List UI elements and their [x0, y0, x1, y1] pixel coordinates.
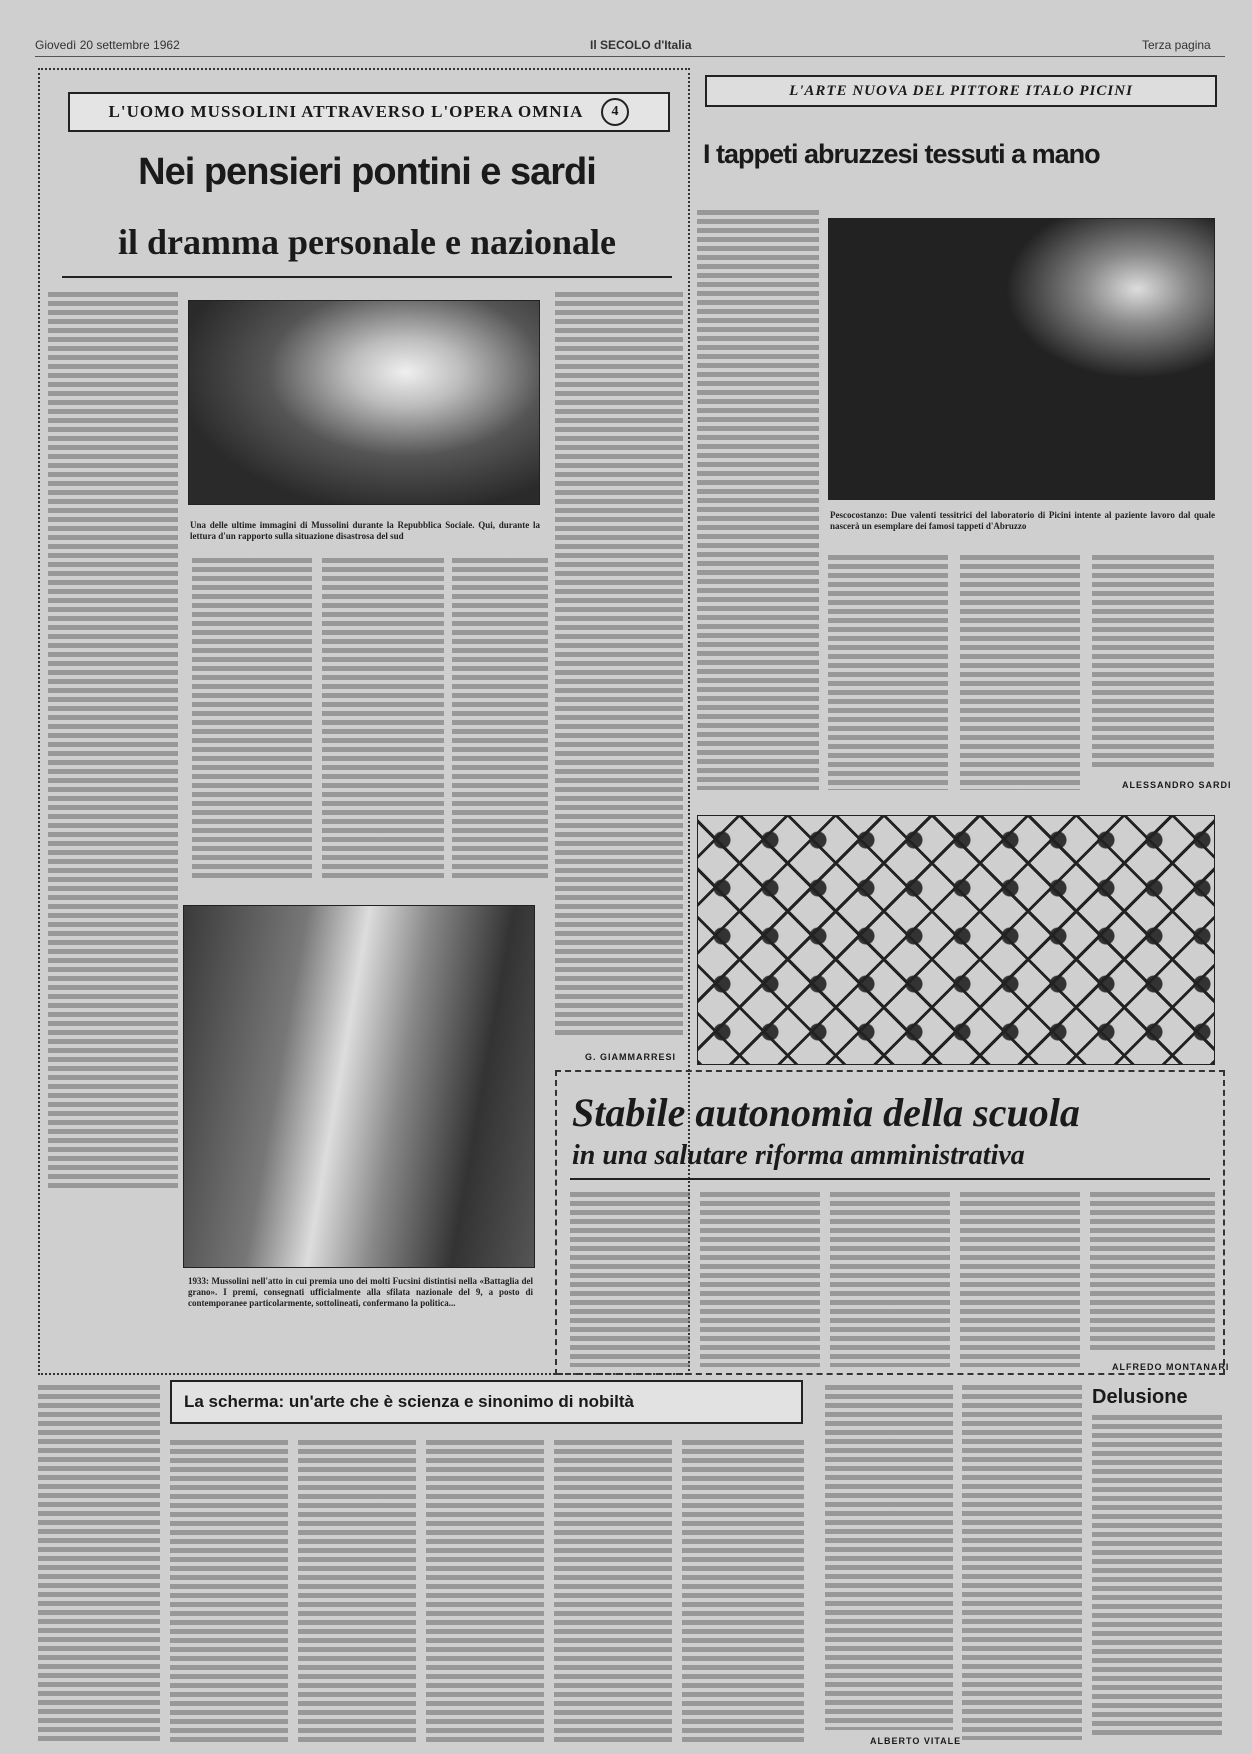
photo-caption: 1933: Mussolini nell'atto in cui premia uno dei molti Fucsini distintisi nella «Battaglia del grano». I premi, consegnati ufficialmente alla sfilata nazionale del 9, a posto di contemporanee particolarmente, sottolineati, confermano la politica...	[188, 1276, 533, 1308]
photo-carpet-pattern	[697, 815, 1215, 1065]
byline-mussolini: G. GIAMMARRESI	[585, 1052, 677, 1062]
subheadline-mussolini: il dramma personale e nazionale	[118, 222, 616, 262]
body-text-column	[48, 292, 178, 1192]
headline-rule	[570, 1178, 1210, 1180]
body-text-column	[828, 555, 948, 790]
kicker-mussolini	[68, 92, 670, 132]
body-text-column	[426, 1440, 544, 1745]
series-number-badge: 4	[601, 98, 629, 126]
body-text-column	[570, 1192, 690, 1367]
photo-caption: Una delle ultime immagini di Mussolini durante la Repubblica Sociale. Qui, durante la lettura d'un rapporto sulla situazione disastrosa del sud	[190, 520, 540, 541]
photo-weavers	[828, 218, 1215, 500]
byline-scherma: ALBERTO VITALE	[870, 1736, 962, 1746]
byline-tappeti: ALESSANDRO SARDI	[1122, 780, 1232, 790]
body-text-column	[38, 1385, 160, 1745]
body-text-column	[555, 292, 683, 1037]
body-text-column	[682, 1440, 804, 1745]
body-text-column	[700, 1192, 820, 1367]
body-text-column	[1092, 1415, 1222, 1735]
body-text-column	[830, 1192, 950, 1367]
headline-rule	[62, 276, 672, 278]
headline-box-scherma	[170, 1380, 803, 1424]
headline-scuola: Stabile autonomia della scuola	[572, 1090, 1080, 1135]
body-text-column	[170, 1440, 288, 1745]
body-text-column	[554, 1440, 672, 1745]
body-text-column	[960, 555, 1080, 790]
body-text-column	[825, 1385, 953, 1730]
byline-scuola: ALFREDO MONTANARI	[1112, 1362, 1230, 1372]
photo-mussolini-ceremony	[183, 905, 535, 1268]
body-text-column	[697, 210, 819, 790]
body-text-column	[962, 1385, 1082, 1740]
body-text-column	[452, 558, 548, 878]
body-text-column	[322, 558, 444, 878]
subheadline-scuola: in una salutare riforma amministrativa	[572, 1140, 1025, 1171]
headline-scherma: La scherma: un'arte che è scienza e sinonimo di nobiltà	[184, 1392, 634, 1411]
photo-caption: Pescocostanzo: Due valenti tessitrici del laboratorio di Picini intente al paziente lavoro dal quale nascerà un esemplare dei famosi tappeti d'Abruzzo	[830, 510, 1215, 531]
body-text-column	[1090, 1192, 1215, 1352]
body-text-column	[960, 1192, 1080, 1367]
body-text-column	[298, 1440, 416, 1745]
headline-tappeti: I tappeti abruzzesi tessuti a mano	[703, 139, 1100, 169]
body-text-column	[192, 558, 312, 878]
headline-mussolini: Nei pensieri pontini e sardi	[138, 151, 596, 193]
page-label: Terza pagina	[1142, 38, 1211, 52]
headline-delusione: Delusione	[1092, 1386, 1188, 1408]
kicker-text: L'UOMO MUSSOLINI ATTRAVERSO L'OPERA OMNIA	[108, 102, 584, 121]
body-text-column	[1092, 555, 1214, 770]
header-rule	[35, 56, 1225, 57]
photo-mussolini-reading	[188, 300, 540, 505]
kicker-tappeti: L'ARTE NUOVA DEL PITTORE ITALO PICINI	[705, 75, 1217, 107]
newspaper-name: Il SECOLO d'Italia	[590, 38, 692, 52]
issue-date: Giovedì 20 settembre 1962	[35, 38, 180, 52]
